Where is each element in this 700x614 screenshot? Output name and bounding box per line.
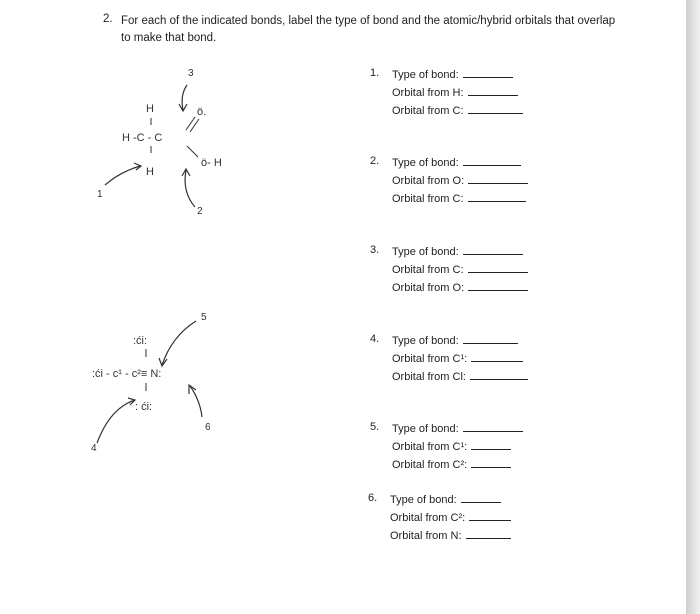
orbital-label-1: Orbital from C: [392, 264, 464, 276]
type-of-bond-blank[interactable] [463, 421, 523, 432]
item-number: 6. [368, 492, 378, 504]
orbital-blank-2[interactable] [466, 528, 511, 539]
orbital-blank-1[interactable] [471, 439, 511, 450]
atom-h-top: H [146, 103, 154, 115]
arrow-label-3: 3 [188, 68, 194, 79]
double-bond-line-1 [186, 117, 195, 130]
arrow-1 [105, 166, 140, 185]
orbital-label-2: Orbital from N: [390, 530, 462, 542]
orbital-blank-1[interactable] [468, 85, 518, 96]
type-of-bond-label: Type of bond: [390, 494, 457, 506]
type-of-bond-blank[interactable] [463, 244, 523, 255]
arrow-label-5: 5 [201, 312, 207, 323]
orbital-label-2: Orbital from C²: [392, 459, 468, 471]
arrow-label-6: 6 [205, 422, 211, 433]
arrow-label-2: 2 [197, 206, 203, 217]
type-of-bond-label: Type of bond: [392, 335, 459, 347]
type-of-bond-label: Type of bond: [392, 157, 459, 169]
single-bond-c-o [187, 146, 198, 157]
type-of-bond-label: Type of bond: [392, 69, 459, 81]
type-of-bond-label: Type of bond: [392, 423, 459, 435]
orbital-label-1: Orbital from H: [392, 87, 464, 99]
atom-cl-bottom: : ći: [135, 401, 153, 413]
orbital-label-2: Orbital from C: [392, 193, 464, 205]
type-of-bond-blank[interactable] [461, 492, 501, 503]
orbital-blank-1[interactable] [469, 510, 511, 521]
double-bond-line-2 [190, 119, 199, 132]
atom-o-double: ö. [197, 106, 207, 118]
orbital-blank-1[interactable] [468, 173, 528, 184]
atom-o-single: ö- H [201, 157, 222, 169]
orbital-label-1: Orbital from O: [392, 175, 465, 187]
orbital-blank-1[interactable] [468, 262, 528, 273]
type-of-bond-blank[interactable] [463, 67, 513, 78]
arrow-5 [162, 321, 196, 365]
item-number: 1. [370, 67, 380, 79]
type-of-bond-label: Type of bond: [392, 246, 459, 258]
orbital-blank-2[interactable] [471, 457, 511, 468]
orbital-blank-2[interactable] [468, 191, 526, 202]
item-number: 4. [370, 333, 380, 345]
type-of-bond-blank[interactable] [463, 155, 521, 166]
question-number: 2. [103, 13, 113, 25]
item-number: 2. [370, 155, 380, 167]
orbital-label-1: Orbital from C¹: [392, 353, 468, 365]
orbital-blank-1[interactable] [471, 351, 523, 362]
orbital-label-1: Orbital from C²: [390, 512, 466, 524]
item-number: 3. [370, 244, 380, 256]
arrow-4 [97, 400, 135, 443]
orbital-blank-2[interactable] [468, 280, 528, 291]
arrow-label-4: 4 [91, 443, 97, 454]
orbital-blank-2[interactable] [468, 103, 523, 114]
page-edge-shadow [686, 0, 700, 614]
arrow-label-1: 1 [97, 189, 103, 200]
orbital-label-2: Orbital from O: [392, 282, 465, 294]
atom-h-bottom: H [146, 166, 154, 178]
atom-row-cl-c-c-n: :ći - c¹ - c²≡ N: [92, 368, 162, 380]
atom-row-h-c-c: H -C - C [122, 132, 163, 144]
orbital-blank-2[interactable] [470, 369, 528, 380]
question-text: For each of the indicated bonds, label the type of bond and the atomic/hybrid orbitals that overlap to make that bond. [121, 15, 616, 44]
item-number: 5. [370, 421, 380, 433]
orbital-label-2: Orbital from Cl: [392, 371, 466, 383]
orbital-label-1: Orbital from C¹: [392, 441, 468, 453]
type-of-bond-blank[interactable] [463, 333, 518, 344]
orbital-label-2: Orbital from C: [392, 105, 464, 117]
arrow-6 [190, 386, 202, 417]
atom-cl-top: :ći: [133, 335, 148, 347]
